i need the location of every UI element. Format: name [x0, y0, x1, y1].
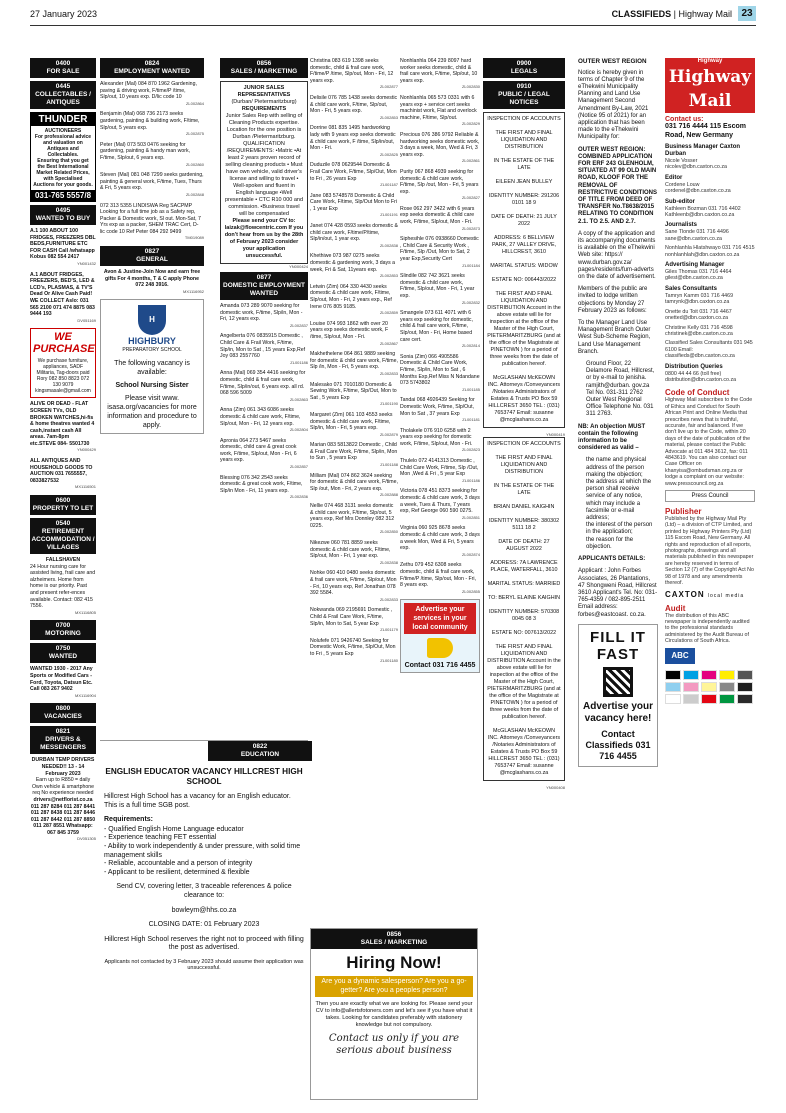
classified-ad [400, 310, 480, 350]
classified-ad [220, 438, 308, 471]
edu-reserve: Hillcrest High School reserves the right not to proceed with filling the post as advertised. [104, 935, 304, 952]
ad-text: Nellie 074 468 3131 seeks domestic & child care work, F/time, Slp/out, 5 years exp, Ref Mrs Donnley 082 312 0225. [310, 503, 395, 529]
ad-ref: ZL002833 [379, 596, 398, 602]
staff-heading: Business Manager Caxton Durban [665, 144, 741, 157]
ad-ref: ZL002863 [289, 396, 308, 402]
notice-p3: A copy of the application and its accompanying documents is available on the eThekwini Web site: https:// www.durban.gov.za/ pages/residents/fum-adverts on the date of advertisement. [578, 230, 656, 280]
ad-ref: ZL002861 [461, 158, 480, 164]
classified-ad: DURBAN TEMP DRIVERS NEEDED!! 13 - 14 February 2023 Earn up to R850 = daily Own vehicle & smartphone req No experience needed drivers@netflorist.co.za 011 287 8284 011 287 8441 011 287 8438 011 287 8446 011 287 8442 011 287 8850 011 287 8551 Whatsapp: 067 845 3759 DV051305 [30, 757, 96, 842]
ad-ref: ZL002825 [379, 151, 398, 157]
classified-ad [310, 473, 398, 499]
classified-ad [220, 407, 308, 433]
ad-text: Virginia 060 925 8678 seeks domestic & child care work, 3 days a week Mon, Wed & Fri, 5 years exp. [400, 525, 480, 552]
staff-details: Christine Kelly 031 716 4598 christinek@dbn.caxton.co.za [665, 324, 733, 337]
ads-list [400, 58, 480, 595]
notice-list2 [578, 457, 658, 551]
staff-heading: Advertising Manager [665, 262, 725, 269]
classified-ad [400, 354, 480, 394]
ad-ref: ZL001184 [462, 262, 480, 268]
ad-ref: ZL002838 [379, 242, 398, 248]
ad-text: Tholakele 076 910 6258 with 2 years exp seeking for domestic work, F/time, Slp/out, Mon - Fri. [400, 427, 473, 447]
colour-swatch [701, 694, 717, 704]
ad-ref: ZL002877 [379, 84, 398, 90]
ad-text: Louise 074 993 1862 with over 20 years exp seeks domestic work, F /time, Slp/out, Mon - Fri. [310, 320, 389, 340]
ad-ref: ZL001191 [380, 212, 398, 218]
classified-ad [310, 570, 398, 603]
ad-ref: ZL002857 [289, 464, 308, 470]
megaphone-icon [427, 638, 453, 658]
ad-text: Precious 076 386 9792 Reliable & hardworking seeks domestic work, 3 days a week, Mon, Wed & Fri, 3 years exp. [400, 131, 480, 158]
category-public-notices: 0910 PUBLIC / LEGAL NOTICES [483, 81, 565, 109]
colour-swatch [683, 682, 699, 692]
list-item: • the name and physical address of the person making the objection; [586, 457, 658, 479]
ad-text: Sonia (Zim) 066 4905586 Domestic & Child Care Work, F/time, Slp/in, Mon to Sat , 6 Months Exp,Ref Miss N Ndandane 073 5743802 [400, 353, 480, 387]
ad-ref: ZL002851 [461, 514, 480, 520]
high-role: School Nursing Sister [115, 382, 189, 390]
classified-ad [400, 273, 480, 306]
category-general: 0827 GENERAL [100, 246, 204, 266]
edu-intro: Hillcrest High School has a vacancy for an English educator. This is a full time SGB post. [104, 793, 291, 809]
hiring-title: Hiring Now! [346, 953, 442, 972]
ad-ref: ZL002832 [461, 299, 480, 305]
fill-title: FILL IT FAST [590, 628, 646, 663]
classified-ad [400, 206, 480, 232]
ad-text: Jane 083 5748578 Domestic & Child Care Work, F/time, Slp/Out Mon to Fri , 1 year Exp [310, 192, 397, 212]
staff-heading: Journalists [665, 222, 698, 229]
ad-text: Anna (Mal) 069 354 4416 seeking for domestic, child & frail care work, F/time, Slp/in/out, 6 years exp. all rd. 068 596 5009 [220, 370, 306, 397]
highbury-ad [100, 299, 204, 434]
ad-text: Duduzile 078 0629544 Domestic & Frail Care Work, F/time, Slp/Out, Mon to Fri , 26 years Exp [310, 162, 397, 182]
list-item: - Experience teaching FET essential [104, 834, 304, 843]
page-header [30, 6, 756, 24]
colour-swatch [719, 694, 735, 704]
ad-ref: ZL002804 [289, 427, 308, 433]
ad-ref: ZL002855 [461, 588, 480, 594]
ad-ref: ZL002823 [461, 447, 480, 453]
ad-ref: YN000419 [546, 432, 565, 437]
list-item: - Reliable, accountable and a person of integrity [104, 860, 304, 869]
edu-reqs [104, 826, 304, 878]
category-sales: 0856 SALES / MARKETING [220, 58, 308, 78]
classified-ad [220, 303, 308, 329]
ad-ref: ZL002888 [379, 492, 398, 498]
colour-swatch [683, 694, 699, 704]
audit-title: Audit [665, 603, 686, 613]
notice-list1 [578, 361, 658, 419]
list-item: • Ground Floor, 22 Delamore Road, Hillcrest, or by e-mail to jenisha. ramjith@durban. gov.za Tel No. 031-311 2762 [586, 361, 658, 397]
ad-text: Zethu 079 452 6308 seeks domestic, child & frail care work, F/time/P /time, Slp/out, Mon - Fri, 8 years exp. [400, 562, 477, 589]
ad-text: Nokwanda 069 2195691 Domestic , Child & Frail Care Work, F/time, Slp/in, Mon to Sat, 5 year Exp [310, 607, 393, 627]
junior-sales-ad: JUNIOR SALES REPRESENTATIVES (Durban/ Pietermaritzburg) REQUIREMENTS Junior Sales Rep with selling of Cleaning Products expertise. Location for the one position is Durban /Pietermaritzburg. QUALIFICATION /REQUIREMENTS: •Matric •At least 2 years proven record of selling cleaning products • Must have own vehicle, valid driver's license and willing to travel • Well-spoken and fluent in English language •Well presentable • CTC R10 000 and commission. •Business travel will be compensated Please send your CV to: laizak@flowcentric.com If you don't hear from us by the 28th of February 2023 consider your application unsuccessful. [220, 81, 308, 264]
ad-ref: ZL002879 [379, 431, 398, 437]
colour-swatch [719, 670, 735, 680]
colour-swatch [665, 694, 681, 704]
fill-contact: Contact Classifieds 031 716 4455 [585, 728, 651, 761]
column-4 [310, 58, 398, 868]
purchase-text: We purchase furniture, appliances, SADF Militaria, Tag-doors paid Rory 082 850 8823 072 130 9079 kingsmasale@gmail.com [35, 358, 91, 395]
ad-ref: ZL001190 [380, 401, 398, 407]
notice-p5: To the Manager Land Use Management Branch Outer West Sub-Scheme Region, Land Use Management Branch. [578, 320, 651, 355]
notice-p2: OUTER WEST REGION: COMBINED APPLICATION FOR ERF 243 GLENHOLM, SITUATED AT 99 OLD MAIN ROAD, KLOOF FOR THE REMOVAL OF RESTRICTIVE CONDITIONS OF TITLE FROM DEED OF TRANSFER No.T8638/2015 RELATING TO CONDITION 2.1. TO 2.5. AND 2.7. [578, 146, 658, 225]
edu-cv: Send CV, covering letter, 3 traceable references & police clearance to: [116, 883, 292, 899]
classified-ad [310, 58, 398, 91]
high-p1: The following vacancy is available: [114, 360, 190, 377]
thunder-name: THUNDER [31, 113, 95, 126]
classified-ad [100, 142, 204, 168]
ad-text: 072 313 5355 LINDISWA Reg SACPMP Looking for a full time job as a Safety rep, Packer & Domestic work, Sl out. Mon-Sat, 7 Yrs exp as a packer, SHEM TRAC Cert, D- lic code 10 Ref Peter 084 292 9499 [100, 202, 201, 235]
category-wanted: 0750 WANTED [30, 643, 96, 663]
staff-heading: Sub-editor [665, 198, 695, 205]
classified-ad [310, 382, 398, 408]
colour-swatch [737, 670, 753, 680]
column-7 [578, 58, 658, 1098]
ad-text: Nikezwe 060 781 8859 seeks domestic & child care work, F/time, Slp/out, Mon - Fri, 1 year exp. [310, 540, 391, 560]
ad-text: Tandai 068 4926439 Seeking for Domestic Work, F/time, Slp/Out, Mon to Sat , 37 years Exp [400, 397, 475, 417]
ad-ref: ZL001185 [462, 386, 480, 392]
hiring-text: Then you are exactly what we are looking for. Please send your CV to info@allertsfotoners.com and let's see if you have what it takes. Looking for candidates preferably with stationery knowledge but not compulsory. [315, 1001, 473, 1028]
issue-date: 27 January 2023 [30, 9, 98, 19]
ad-text: Nonhlanhla 064 239 8097 hard worker seeks domestic, child & frail care work, F/time, Slp/out, 10 years exp. [400, 58, 478, 84]
ad-text: Nohke 060 410 0480 seeks domestic & frail care work, F/time, Slp/out, Mon - Fri, 10 years exp, Ref Jonathan 078 392 5584. [310, 570, 397, 597]
edu-note: Applicants not contacted by 3 February 2023 should assume their application was unsuccessful. [104, 958, 304, 972]
ad-ref: ZL001188 [380, 462, 398, 468]
high-p2: Please visit www. isasa.org/vacancies for more information and procedure to apply. [107, 395, 197, 430]
ad-ref: ZL001179 [380, 627, 398, 633]
notice-p4: Members of the public are invited to lodge written objections by Monday 27 February 2023 as follows: [578, 286, 648, 314]
staff-details: Classified Sales Consultants 031 945 6100 Email: classifieds@dbn.caxton.co.za [665, 340, 753, 360]
column-5 [400, 58, 480, 928]
notice-p8: Applicant : John Forbes Associates, 26 Plantations, 47 Shongweni Road, Hillcrest 3610 Applicant's Tel. No: 031-765-4359 / 082-895-2511 Email address: forbes@eastcoast. co.za. [578, 568, 658, 618]
fill-it-fast-ad [578, 624, 658, 767]
category-property-to-let: 0600 PROPERTY TO LET [30, 495, 96, 515]
ad-text: Khethiwe 073 987 0275 seeks domestic & gardening work, 3 days a week, Fri & Sat, 11years exp. [310, 253, 396, 273]
staff-details: Cordene Louw cordenel@dbn.caxton.co.za [665, 181, 731, 195]
ad-text: Benjamin (Mal) 068 736 2173 seeks gardening, painting & building work, F/time, Slp/out, 5 years exp. [100, 111, 200, 131]
notice-p7: APPLICANTS DETAILS: [578, 556, 646, 563]
category-retirement: 0540 RETIREMENT ACCOMMODATION / VILLAGES [30, 518, 96, 554]
edu-email: bowleym@hhs.co.za [171, 906, 237, 914]
hiring-questions: Are you a dynamic salesperson? Are you a go-getter? Are you a peoples person? [315, 976, 473, 997]
hiring-script: Contact us only if you are serious about business [328, 1033, 460, 1056]
ad-text: Margaret (Zim) 061 103 4553 seeks domestic & child care work, F/time, Slp/in, Mon - Fri, 5 years exp. [310, 411, 393, 432]
thunder-auctioneers-ad [30, 112, 96, 202]
ad-ref: ZL002873 [461, 225, 480, 231]
ad-ref: ZL002830 [461, 84, 480, 90]
ad-ref: ZL002833 [379, 370, 398, 376]
ad-text: Rose 062 297 3422 with 6 years exp seeks domestic & child care work, F/time, Slp/out, Mon - Fri. [400, 205, 475, 226]
staff-heading: Editor [665, 174, 683, 181]
list-item: • the address at which the person shall receive service of any notice, which may include a facsimile or e-mail address; [586, 479, 658, 522]
classified-ad [310, 162, 398, 188]
ad-text: Apronia 064 273 5467 seeks domestic, child care & great cook work, F/time, Slp/out, Mon - Fri, 6 years exp. [220, 437, 297, 464]
classified-ad [100, 81, 204, 107]
edu-req-label: Requirements: [104, 816, 154, 824]
ad-text: Malesako 071 7010180 Domestic & Sewing Work, F/time, Slp/Out, Mon to Sat , 5 years Exp [310, 381, 397, 401]
notice-p1: Notice is hereby given in terms of Chapter 9 of the eThekwini Municipality Planning and Land Use Management Second Amendment By-Law, 2021 (Notice 95 of 2021) for an application that has been made to the eThekwini Municipality for: [578, 69, 649, 141]
conduct-text: Highway Mail subscribes to the Code of Ethics and Conduct for South African Print and Online Media that prescribes news that is truthful, accurate, fair and balanced. If we don't live up to the Code, within 20 days of the date of publication of the material, please contact the Public Advocate at 011 484 3612, fax: 011 4843619. You can also contact our Case Officer on khanyisa@ombudsman.org.za or lodge a complaint on our website: www.presscouncil.org.za [665, 397, 753, 487]
classified-ad [220, 370, 308, 403]
classified-ad [100, 172, 204, 198]
column-2 [100, 58, 204, 738]
classified-ad [310, 540, 398, 566]
classified-ad [100, 203, 204, 243]
ad-ref: ZL001186 [290, 359, 308, 365]
classified-ad [310, 351, 398, 377]
qr-code-icon [603, 667, 633, 697]
staff-list [665, 144, 755, 383]
classified-ad [310, 321, 398, 347]
thunder-text: AUCTIONEERS For professional advice and valuation on Antiques and Collectables. Ensuring that you get the Best International Market Related Prices, with Specialised Auctions for your goods. [33, 128, 93, 188]
advertise-services-ad [400, 599, 480, 673]
ad-text: Blessing 076 342 2543 seeks domestic & great cook work, F/time, Slp/in Mon - Fri, 11 years exp. [220, 474, 303, 494]
ad-ref: ZL002850 [379, 529, 398, 535]
ad-ref: ZL001186 [462, 477, 480, 483]
category-wanted-to-buy: 0495 WANTED TO BUY [30, 205, 96, 225]
classified-ad [310, 95, 398, 121]
classified-ad [310, 503, 398, 536]
notice-p6: NB: An objection MUST contain the following information to be considered as valid – [578, 423, 646, 452]
staff-details: Kathleen Bozman 031 716 4402 Kathleenb@dbn.caxton.co.za [665, 205, 741, 219]
section-title: CLASSIFIEDS | Highway Mail [611, 9, 732, 19]
ad-ref: ZL001180 [380, 657, 398, 663]
audit-text: The distribution of this ABC newspaper is independently audited to the professional standards administered by the Audit Bureau of Circulations of South Africa. [665, 612, 750, 645]
ad-text: Alexander (Mal) 084 870 1962 Gardening, paving & driving work, F/time/P /time, Slp/out, 10 years exp. D/lic code 10 [100, 81, 197, 101]
edu-closing: CLOSING DATE: 01 February 2023 [148, 921, 260, 929]
ad-text: Victoria 078 451 8373 seeking for domestic & child care work, 3 days a week, Tues & Thurs, 7 years exp, Ref George 060 590 0275. [400, 488, 480, 515]
list-item: - Applicant to be resilient, determined & flexible [104, 869, 304, 878]
category-motoring: 0700 MOTORING [30, 620, 96, 640]
ad-ref: ZL002874 [461, 551, 480, 557]
ad-text: Janet 074 428 0593 seeks domestic & child care work, F/time/P/time, Slp/in/out, 1 year exp. [310, 223, 398, 243]
classified-ad [100, 111, 204, 137]
ads-list [310, 58, 398, 664]
ad-ref: ZL002829 [461, 121, 480, 127]
ad-ref: ZL002814 [461, 343, 480, 349]
ad-text: Makhethelene 064 861 9889 seeking for domestic & child care work, F/time, Slp /in, Mon - Fri, 5 years exp. [310, 351, 398, 371]
ad-text: Nolufefe 071 9426740 Seeking for Domestic Work, F/time, Slp/Out, Mon to Fri , 5 years Exp [310, 637, 396, 657]
classified-ad [310, 284, 398, 317]
list-item: - Ability to work independently & under pressure, with solid time management skills [104, 843, 304, 860]
ad-text: Steven (Mal) 081 048 7299 seeks gardening, painting & general work, F/time, Tues, Thurs & Fri, 5 years exp. [100, 172, 204, 192]
classified-ad: FALLSHAVEN 24 Hour nursing care for assisted living, frail care and alzheimers. Home from home is our priority. Past and present refer-ences available. Contact: 082 415 7556. MX1116805 [30, 557, 96, 615]
category-vacancies: 0800 VACANCIES [30, 703, 96, 723]
list-item: • Outer West Regional Office Telephone No. 031 311 2763. [586, 397, 658, 419]
ad-text: Delisile 076 785 1438 seeks domestic & child care work, F/time, Slp/out, Mon - Fri, 5 years exp. [310, 94, 398, 115]
category-drivers: 0821 DRIVERS & MESSENGERS [30, 726, 96, 754]
ad-ref: ZL002853 [379, 114, 398, 120]
ad-text: Milliam (Mal) 074 862 3624 seeking for domestic & child care work, F/time, Slp /out, Mon - Fri, 2 years exp. [310, 472, 398, 492]
masthead-column [665, 58, 755, 1098]
staff-details: Tamryn Kamm 031 716 4469 tamrynk@dbn.caxton.co.za [665, 292, 734, 306]
legal-notice: INSPECTION OF ACCOUNTS THE FIRST AND FINAL LIQUIDATION AND DISTRIBUTION IN THE ESTATE OF THE LATE EILEEN JEAN BULLEY IDENTITY NUMBER: 291206 0101 18 9 DATE OF DEATH: 21 JULY 2022 ADDRESS: 6 BELLVIEW PARK, 27 VALLEY DRIVE, HILLCREST, 3610 MARITAL STATUS: WIDOW ESTATE NO: 006443/2022 THE FIRST AND FINAL LIQUIDATION AND DISTRIBUTION Account in the above estate will lie for inspection at the office of the Master of the High Court, PIETERMARITZBURG (and at the office of the Magistrate at PINETOWN ) for a period of three weeks from the date of publication hereof. McGLASHAN McKEOWN INC. Attorneys /Conveyancers /Notaries Administrators of Estates & Trusts PO Box 59 HILLCREST 3650 TEL : (031) 7653747 Email: susanne @mcglashans.co.za [483, 112, 565, 428]
contact-label: Contact us: [665, 116, 704, 123]
classified-ad [400, 488, 480, 521]
list-item: • the reason for the objection. [586, 537, 658, 551]
ad-text: Dorrine 081 835 1495 hardworking lady with 9 years exp seeks domestic & child care work, F /time, Slp/in/out, Mon - Fri. [310, 125, 396, 152]
column-6 [483, 58, 565, 1098]
category-employment-wanted: 0824 EMPLOYMENT WANTED [100, 58, 204, 78]
list-item: • the interest of the person in the application; [586, 522, 658, 536]
category-collectables: 0445 COLLECTABLES / ANTIQUES [30, 81, 96, 109]
category-domestic: 0877 DOMESTIC EMPLOYMENT WANTED [220, 272, 308, 300]
ad-text: Letwin (Zim) 064 330 4430 seeks domestic & child care work, F/time, Slp/out, Mon - Fri, 2 years exp., Ref Irene 076 805 9185. [310, 283, 392, 310]
school-sub: PREPARATORY SCHOOL [122, 347, 182, 354]
caxton-logo: CAXTON local media [665, 589, 745, 599]
classified-ad [220, 333, 308, 366]
classified-ad: A.1 100 ABOUT 100 FRIDGES, FREEZERS DBL BEDS,FURNITURE ETC FOR CASH Call /whatsapp Kobus 082 554 2417 YN001432 [30, 228, 96, 266]
classified-ad [400, 169, 480, 202]
classified-ad [220, 475, 308, 501]
ad-ref: ZL002859 [379, 310, 398, 316]
ad-text: Nonhlanhla 065 573 0331 with 6 years exp + service cert seeks machinist work, Flat and overlock machine, F/time, Slp/out. [400, 94, 477, 121]
classified-ad [400, 58, 480, 91]
ad-ref: TM019089 [184, 235, 204, 241]
abc-logo: ABC [665, 648, 695, 664]
ad-text: Purity 067 868 4939 seeking for domestic & child care work, F/time, Slp /out, Mon - Fri, 5 years exp. [400, 168, 479, 195]
classified-ad [400, 236, 480, 269]
staff-heading: Sales Consultants [665, 285, 718, 292]
category-sales-2: 0856 SALES / MARKETING [311, 929, 477, 949]
conduct-title: Code of Conduct [665, 388, 730, 398]
colour-swatch [665, 682, 681, 692]
ad-ref: ZL002860 [185, 161, 204, 167]
advertise-phone: Contact 031 716 4455 [404, 662, 476, 670]
page-number: 23 [738, 6, 756, 21]
ad-ref: YN000408 [546, 785, 565, 790]
education-vacancy [100, 740, 308, 1100]
we-purchase-ad [30, 328, 96, 398]
category-legals: 0900 LEGALS [483, 58, 565, 78]
classified-ad [400, 525, 480, 558]
ad-ref: ZL002875 [185, 131, 204, 137]
staff-details: 0800 44 44 66 (toll free) distribution@dbn.caxton.co.za [665, 370, 737, 383]
staff-details: Sane Tlonde 031 716 4496 sane@dbn.caxton.co.za [665, 229, 729, 242]
classified-ad [400, 428, 480, 454]
category-education: 0822 EDUCATION [208, 741, 312, 761]
staff-details: Nicole Vosser nicolev@dbn.caxton.co.za [665, 158, 727, 171]
category-for-sale: 0400 FOR SALE [30, 58, 96, 78]
school-crest-icon: H [138, 305, 166, 335]
classified-ad: ALIVE OR DEAD - FLAT SCREEN TVs, OLD BROKEN WATCHES,hi-fis & home theatres wanted 4 cash,instant cash All areas. 7am-8pm etc.STEVE 084- 5501730 YN000429 [30, 401, 96, 453]
classified-ad [400, 95, 480, 128]
purchase-title: WE PURCHASE [33, 331, 95, 356]
ad-ref: ZL001187 [380, 182, 398, 188]
classified-ad: ALL ANTIQUES AND HOUSEHOLD GOODS TO AUCTION 031 7655557, 0833827532 MX1116501 [30, 458, 96, 490]
colour-swatch [737, 694, 753, 704]
ad-ref: ZL002864 [185, 100, 204, 106]
ad-text: Peter (Mal) 073 503 0476 seeking for gardening, painting & handy man work, F/time, Slp/out, 6 years exp. [100, 141, 190, 161]
edu-title: ENGLISH EDUCATOR VACANCY HILLCREST HIGH SCHOOL [105, 767, 303, 786]
ad-ref: ZL002827 [461, 195, 480, 201]
ad-text: Slindile 082 742 3621 seeks domestic & child care work, F/time, Slp/out, Mon - Fri, 1 year exp. [400, 273, 475, 299]
classified-ad [310, 253, 398, 279]
press-council-logo: Press Council [665, 490, 755, 502]
highway-mail-logo: Highway Highway Mail [665, 58, 755, 113]
colour-swatch [719, 682, 735, 692]
ad-ref: ZL002853 [379, 273, 398, 279]
header-rule [30, 25, 756, 26]
classified-ad [400, 397, 480, 423]
fill-sub: Advertise your vacancy here! [582, 700, 654, 724]
hiring-ad [310, 928, 478, 1100]
ad-text: Christina 083 619 1398 seeks domestic, child & frail care work, F/time/P /time, Slp/out, Mon - Fri, 12 years exp. [310, 58, 394, 84]
colour-swatches [665, 670, 755, 704]
colour-swatch [737, 682, 753, 692]
classified-ad [310, 442, 398, 468]
ad-text: Thulelo 072 4141313 Domestic , Child Care Work, F/time, Slp /Out, Mon ,Wed & Fri , 5 year Exp [400, 458, 479, 478]
ad-text: Marian 083 5813822 Domestic , Child & Frail Care Work, F/time, Slp/in, Mon to Sun , 5 years Exp [310, 442, 398, 462]
ad-text: Anna (Zim) 061 343 6086 seeks domestic & child care work, F/time, Slp/out, Mon - Fri, 12 years exp. [220, 407, 301, 427]
classified-ad [310, 638, 398, 664]
school-name: HIGHBURY [128, 336, 176, 347]
colour-swatch [665, 670, 681, 680]
ad-ref: YN000424 [289, 264, 308, 269]
classified-ad: WANTED 1930 - 2017 Any Sports or Modified Cars - Ford, Toyota, Datsun Etc. Call 083 267 9402 MX1116904 [30, 666, 96, 698]
ad-text: Angelberta 076 0835915 Domestic , Child Care & Frail Work, F/time, Slp/in, Mon to Sat , 15 years Exp,Ref Joy 083 2557760 [220, 333, 306, 360]
classified-ad [310, 607, 398, 633]
legal-notice: INSPECTION OF ACCOUNTS THE FIRST AND FINAL LIQUIDATION AND DISTRIBUTION IN THE ESTATE OF THE LATE BRIAN DANIEL KAIGHIN IDENTITY NUMBER: 380302 5111 18 2 DATE OF DEATH: 27 AUGUST 2022 ADDRESS: 7A LAWRENCE PLACE, WATERFALL, 3610 MARITAL STATUS: MARRIED TO: BERYL ELAINE KAIGHIN IDENTITY NUMBER: 570308 0045 08 3 ESTATE NO: 007613/2022 THE FIRST AND FINAL LIQUIDATION AND DISTRIBUTION Account in the above estate will lie for inspection at the office of the Master of the High Court, PIETERMARITZBURG (and at the office of the Magistrate at PINETOWN ) for a period of three weeks from the date of publication hereof. McGLASHAN McKEOWN INC. Attorneys /Conveyancers /Notaries Administrators of Estates & Trusts PO Box 59 HILLCREST 3650 TEL : (031) 7653747 Email: susanne @mcglashans.co.za [483, 437, 565, 781]
ad-ref: ZL002838 [379, 559, 398, 565]
ad-text: Smangele 073 611 4071 with 6 years exp seeking for domestic, child & frail care work, F/time, Slp/out, Mon - Fri, Home based care cert. [400, 310, 473, 343]
ad-ref: ZL002837 [289, 322, 308, 328]
staff-details: Onette du Toit 031 716 4467 onetted@dbn.caxton.co.za [665, 308, 732, 322]
ads-list [220, 303, 308, 501]
staff-details: Giles Thomas 031 716 4464 gilest@dbn.caxton.co.za [665, 269, 732, 282]
ad-text: Siphesihle 076 0938660 Domestic , Child Care & Security Work , F/time, Slp /Out, Mon to Sat, 2 year Exp,Security Cert [400, 236, 479, 263]
ad-ref: ZL002848 [185, 191, 204, 197]
publisher-title: Publisher [665, 507, 702, 517]
thunder-phone: 031-765 5557/8 [31, 190, 95, 201]
list-item: - Qualified English Home Language educator [104, 826, 304, 835]
advertise-title: Advertise your services in your local community [404, 603, 476, 634]
publisher-text: Published by the Highway Mail Pty (Ltd) – a division of CTP Limited, and printed by Highway Printers Pty (Ltd) 115 Escom Road, New Germany. All rights and reproduction of all reports, photographs, drawings and all materials published in this newspaper are hereby reserved in terms of Section 12 (7) of the Copyright Act No 98 of 1978 and any amendments thereof. [665, 516, 754, 587]
staff-heading: Distribution Queries [665, 363, 723, 370]
colour-swatch [683, 670, 699, 680]
notice-title: OUTER WEST REGION [578, 58, 647, 65]
colour-swatch [701, 670, 717, 680]
staff-details: Nonhlanhla Hlatshwayo 031 716 4515 nonhlanhlah@dbn.caxton.co.za [665, 245, 755, 258]
ad-ref: ZL001181 [462, 417, 480, 423]
column-3 [220, 58, 308, 738]
classified-ad [400, 562, 480, 595]
column-1 [30, 58, 96, 1098]
classified-ad [310, 412, 398, 438]
classified-ad: A.1 ABOUT FRIDGES, FREEZERS, BED'S, LED & LCD's, PLASMAS, & TV'S Dead Or Alive Cash Paid! WE COLLECT Aslo: 031 565 2100 071 474 8875 083 9444 193 DV051169 [30, 271, 96, 323]
classified-ad: Avon & Justine-Join Now and earn free gifts For 4 months, T & C apply Phone 072 248 3916. MX1116952 [103, 269, 204, 294]
ad-text: Amanda 073 289 9070 seeking for domestic work, F/time, Slp/in, Mon - Fri, 12 years exp. [220, 303, 303, 323]
ads-list [100, 81, 204, 242]
ad-ref: ZL002836 [289, 494, 308, 500]
contact-details: 031 716 4444 115 Escom Road, New Germany [665, 123, 746, 139]
ad-ref: ZL002867 [379, 340, 398, 346]
classified-ad [310, 223, 398, 249]
colour-swatch [701, 682, 717, 692]
classified-ad [400, 132, 480, 165]
classified-ad [310, 193, 398, 219]
classified-ad [400, 458, 480, 484]
classified-ad [310, 125, 398, 158]
